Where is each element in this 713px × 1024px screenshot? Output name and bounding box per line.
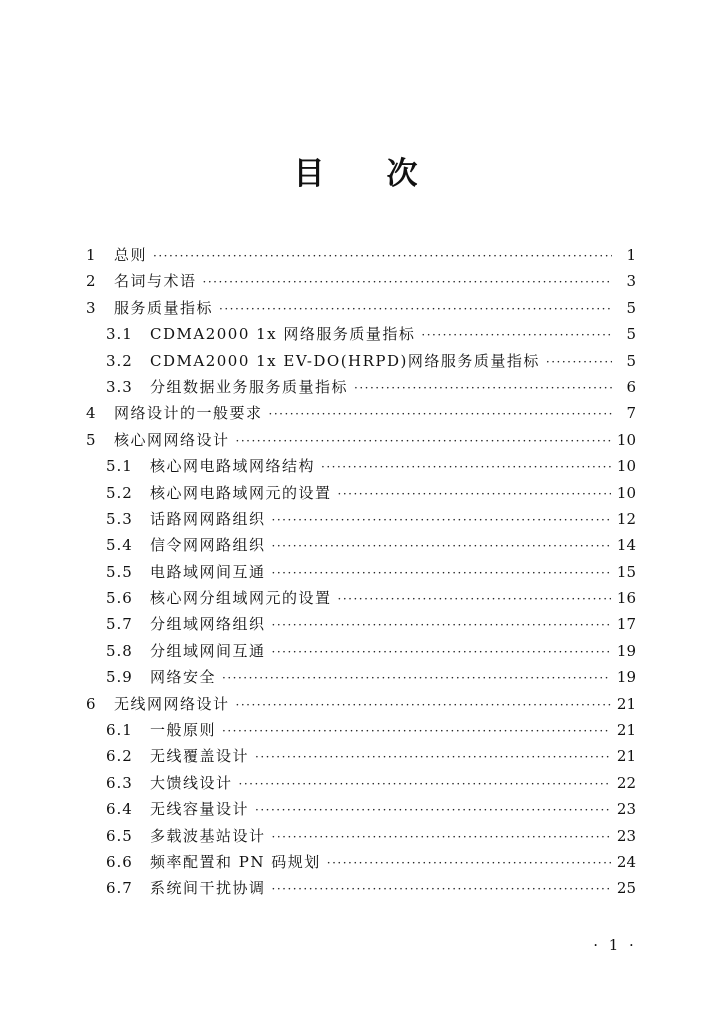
toc-entry-number: 3.1: [106, 325, 133, 344]
toc-entry-number: 6.1: [106, 721, 133, 740]
toc-entry-page: 24: [616, 852, 636, 871]
toc-entry-label: 核心网网络设计: [114, 430, 230, 449]
toc-entry-label: 总则: [114, 246, 148, 264]
toc-entry-label: 无线容量设计: [150, 800, 250, 819]
toc-entry-number: 5.7: [106, 615, 133, 634]
toc-entry-label: 信令网网路组织: [150, 536, 266, 555]
title-char-2: 次: [386, 156, 420, 192]
toc-entry-label: 系统间干扰协调: [150, 879, 266, 898]
dot-leader: [272, 566, 611, 580]
toc-entry-label: 服务质量指标: [114, 298, 214, 317]
toc-entry[interactable]: [86, 719, 636, 745]
toc-entry-label: 分组数据业务服务质量指标: [150, 377, 349, 396]
toc-entry-page: 10: [616, 457, 636, 476]
dot-leader: [236, 434, 611, 448]
toc-entry[interactable]: [86, 693, 636, 719]
toc-entry-number: 5.5: [106, 562, 133, 581]
title-char-1: 目: [293, 156, 327, 192]
toc-entry-label: 分组域网间互通: [150, 641, 266, 660]
toc-entry-label: 名词与术语: [114, 272, 197, 291]
toc-entry-page: 16: [616, 589, 636, 608]
dot-leader: [222, 724, 611, 738]
dot-leader: [239, 777, 611, 791]
toc-entry-page: 25: [616, 879, 636, 898]
toc-entry[interactable]: [86, 613, 636, 639]
toc-entry[interactable]: [86, 640, 636, 666]
toc-entry-label: 电路域网间互通: [150, 562, 266, 581]
toc-entry-page: 19: [616, 668, 636, 687]
dot-leader: [219, 302, 612, 316]
dot-leader: [546, 355, 612, 369]
toc-entry-label: 网络设计的一般要求: [114, 404, 263, 423]
dot-leader: [421, 328, 612, 342]
toc-entry-page: 23: [616, 826, 636, 845]
toc-entry[interactable]: [86, 350, 636, 376]
dot-leader: [269, 407, 612, 421]
toc-entry[interactable]: [86, 270, 636, 296]
toc-entry-page: 22: [616, 773, 636, 792]
toc-entry-label: 无线覆盖设计: [150, 747, 250, 766]
toc-entry-label: 核心网电路域网络结构: [150, 457, 316, 476]
toc-entry-label: 分组域网络组织: [150, 615, 266, 634]
toc-entry[interactable]: [86, 851, 636, 877]
toc-entry[interactable]: [86, 297, 636, 323]
toc-entry[interactable]: [86, 376, 636, 402]
toc-entry-number: 6.7: [106, 879, 133, 898]
toc-entry-label: 网络安全: [150, 668, 217, 687]
toc-entry-label: 无线网网络设计: [114, 694, 230, 713]
toc-entry-label: 话路网网路组织: [150, 509, 266, 528]
page-title: [0, 148, 713, 193]
dot-leader: [222, 671, 611, 685]
toc-entry-number: 5: [86, 430, 97, 449]
toc-entry-page: 21: [616, 694, 636, 713]
table-of-contents: [86, 244, 636, 904]
dot-leader: [272, 645, 611, 659]
toc-entry-label: CDMA2000 1x EV-DO(HRPD)网络服务质量指标: [150, 351, 540, 370]
toc-entry-page: 21: [616, 721, 636, 740]
toc-entry[interactable]: [86, 508, 636, 534]
toc-entry[interactable]: [86, 798, 636, 824]
dot-leader: [272, 830, 611, 844]
toc-entry-number: 6: [86, 694, 97, 713]
toc-entry-number: 1: [86, 246, 97, 264]
toc-entry-label: CDMA2000 1x 网络服务质量指标: [150, 325, 416, 344]
dot-leader: [236, 698, 611, 712]
dot-leader: [272, 539, 611, 553]
toc-entry-label: 多载波基站设计: [150, 826, 266, 845]
dot-leader: [354, 381, 612, 395]
toc-entry[interactable]: [86, 825, 636, 851]
toc-entry-number: 3.3: [106, 377, 133, 396]
toc-entry-number: 5.3: [106, 509, 133, 528]
toc-entry[interactable]: [86, 561, 636, 587]
toc-entry-label: 核心网分组域网元的设置: [150, 589, 332, 608]
toc-entry[interactable]: [86, 587, 636, 613]
toc-entry-number: 6.5: [106, 826, 133, 845]
toc-entry-label: 核心网电路域网元的设置: [150, 483, 332, 502]
toc-entry-number: 5.6: [106, 589, 133, 608]
dot-leader: [327, 856, 611, 870]
toc-entry-number: 5.9: [106, 668, 133, 687]
page-number-footer: · 1 ·: [593, 936, 637, 954]
toc-entry-page: 6: [626, 377, 636, 396]
toc-entry[interactable]: [86, 877, 636, 903]
toc-entry-page: 5: [626, 325, 636, 344]
toc-entry[interactable]: [86, 429, 636, 455]
toc-entry-label: 频率配置和 PN 码规划: [150, 852, 321, 871]
toc-entry-page: 10: [616, 483, 636, 502]
toc-entry-page: 1: [626, 246, 636, 264]
toc-entry-page: 7: [626, 404, 636, 423]
toc-entry-page: 21: [616, 747, 636, 766]
toc-entry-page: 19: [616, 641, 636, 660]
toc-entry[interactable]: [86, 402, 636, 428]
dot-leader: [338, 487, 611, 501]
toc-entry-number: 6.4: [106, 800, 133, 819]
toc-entry-number: 5.1: [106, 457, 133, 476]
dot-leader: [272, 513, 611, 527]
toc-entry-page: 14: [616, 536, 636, 555]
toc-entry-number: 5.8: [106, 641, 133, 660]
toc-entry-page: 15: [616, 562, 636, 581]
dot-leader: [272, 882, 611, 896]
toc-entry-page: 3: [626, 272, 636, 291]
toc-entry[interactable]: [86, 323, 636, 349]
toc-entry-label: 一般原则: [150, 721, 217, 740]
toc-entry-page: 5: [626, 298, 636, 317]
toc-entry-number: 6.2: [106, 747, 133, 766]
toc-entry-page: 12: [616, 509, 636, 528]
toc-entry-number: 3: [86, 298, 97, 317]
toc-entry[interactable]: [86, 455, 636, 481]
dot-leader: [255, 803, 611, 817]
dot-leader: [272, 618, 611, 632]
toc-entry-page: 23: [616, 800, 636, 819]
dot-leader: [203, 275, 612, 289]
toc-entry-page: 5: [626, 351, 636, 370]
toc-entry[interactable]: [86, 666, 636, 692]
dot-leader: [255, 750, 611, 764]
toc-entry-number: 3.2: [106, 351, 133, 370]
toc-entry-number: 5.2: [106, 483, 133, 502]
toc-entry[interactable]: [86, 482, 636, 508]
dot-leader: [321, 460, 611, 474]
toc-entry-label: 大馈线设计: [150, 773, 233, 792]
toc-entry[interactable]: [86, 534, 636, 560]
dot-leader: [338, 592, 611, 606]
toc-entry-number: 6.3: [106, 773, 133, 792]
toc-entry-number: 5.4: [106, 536, 133, 555]
toc-entry[interactable]: [86, 244, 636, 270]
toc-entry-number: 6.6: [106, 852, 133, 871]
toc-entry[interactable]: [86, 745, 636, 771]
toc-entry-page: 17: [616, 615, 636, 634]
toc-entry[interactable]: [86, 772, 636, 798]
toc-entry-number: 2: [86, 272, 97, 291]
toc-entry-number: 4: [86, 404, 97, 423]
dot-leader: [153, 249, 612, 263]
toc-entry-page: 10: [616, 430, 636, 449]
